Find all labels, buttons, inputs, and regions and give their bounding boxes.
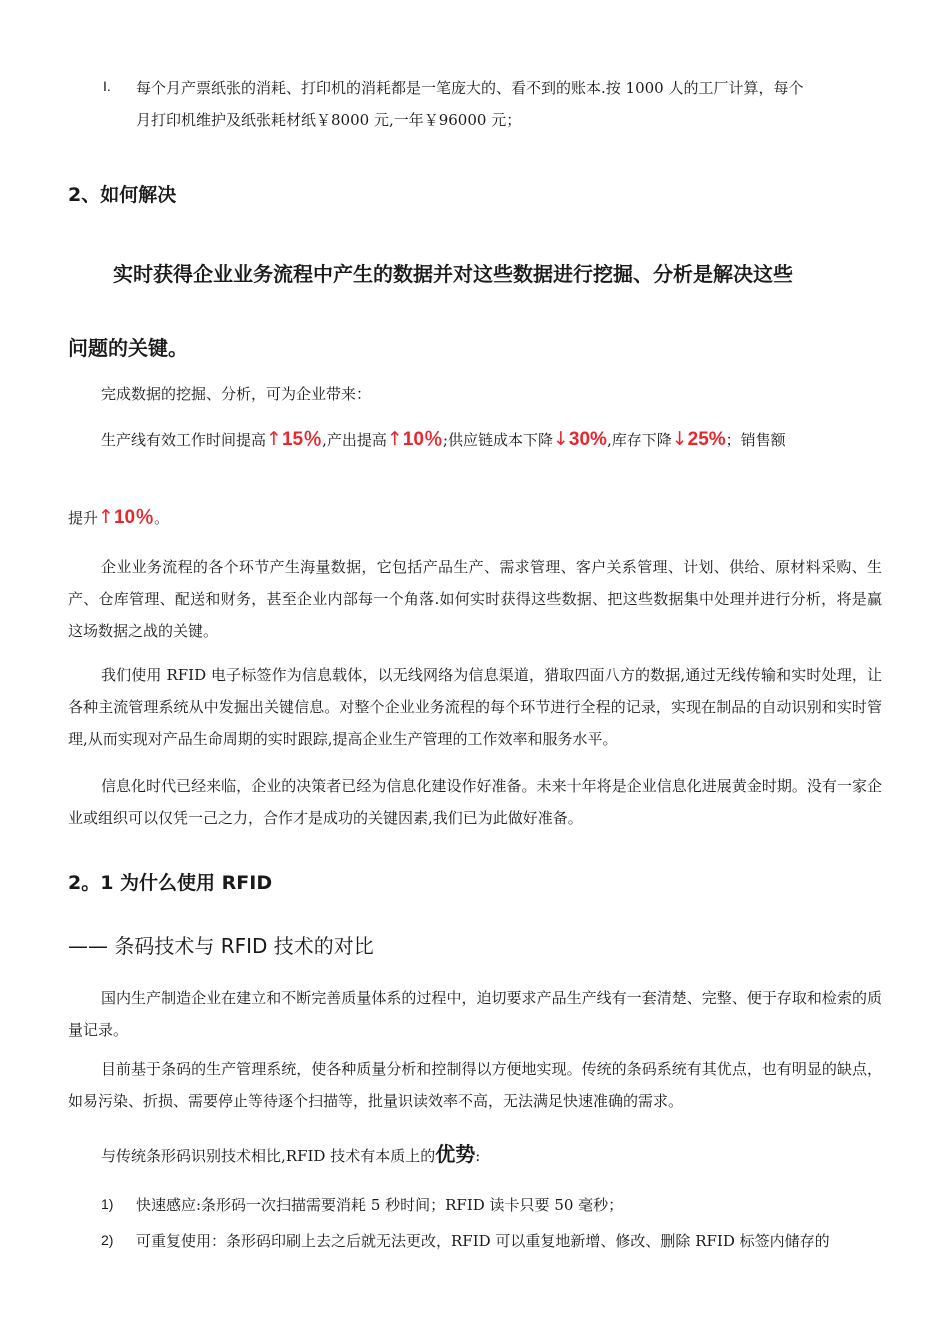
up-arrow-icon: ↑ (386, 428, 403, 450)
benefit-text: ,库存下降 (606, 431, 672, 449)
benefit-text: 提升 (68, 509, 99, 527)
list-item-text: 可重复使用：条形码印刷上去之后就无法更改，RFID 可以重复地新增、修改、删除 RFID 标签内储存的 (136, 1232, 830, 1250)
benefits-intro-text: 完成数据的挖掘、分析，可为企业带来： (101, 385, 372, 403)
paragraph-rfid-usage (68, 659, 882, 755)
section-heading-2-1 (68, 868, 882, 895)
list-item-roman (136, 72, 882, 136)
paragraph-text: 目前基于条码的生产管理系统，使各种质量分析和控制得以方便地实现。传统的条码系统有其优点，也有明显的缺点，如易污染、折损、需要停止等待逐个扫描等，批量识读效率不高，无法满足快速准确的需求。 (68, 1060, 882, 1110)
advantages-intro (101, 1138, 882, 1172)
heading-text: 2、如何解决 (68, 184, 177, 206)
advantages-colon: : (475, 1147, 481, 1165)
benefit-text: 。 (154, 509, 170, 527)
paragraph-text: 我们使用 RFID 电子标签作为信息载体，以无线网络为信息渠道，猎取四面八方的数据,通过无线传输和实时处理，让各种主流管理系统从中发掘出关键信息。对整个企业业务流程的每个环节进行全程的记录，实现在制品的自动识别和实时管理,从而实现对产品生命周期的实时跟踪,提高企业生产管理的工作效率和服务水平。 (68, 666, 882, 748)
advantages-word: 优势 (435, 1142, 476, 1166)
key-statement-line-2 (68, 332, 882, 361)
paragraph-text: 国内生产制造企业在建立和不断完善质量体系的过程中，迫切要求产品生产线有一套清楚、完整、便于存取和检索的质量记录。 (68, 989, 882, 1039)
benefit-text: 生产线有效工作时间提高 (101, 431, 267, 449)
down-arrow-icon: ↓ (552, 428, 569, 450)
benefit-text: ,产出提高 (322, 431, 387, 449)
advantages-intro-text: 与传统条形码识别技术相比,RFID 技术有本质上的 (101, 1147, 436, 1165)
list-item-text: 快速感应:条形码一次扫描需要消耗 5 秒时间；RFID 读卡只要 50 毫秒； (136, 1196, 624, 1214)
down-arrow-icon: ↓ (671, 428, 688, 450)
paragraph-text: 企业业务流程的各个环节产生海量数据，它包括产品生产、需求管理、客户关系管理、计划、供给、原材料采购、生产、仓库管理、配送和财务，甚至企业内部每一个角落.如何实时获得这些数据、把这些数据集中处理并进行分析，将是赢这场数据之战的关键。 (68, 558, 882, 640)
subheading-text: —— 条码技术与 RFID 技术的对比 (68, 934, 374, 958)
benefit-value: 10％ (402, 429, 443, 450)
list-item-2 (136, 1225, 882, 1257)
list-item-line-1: 每个月产票纸张的消耗、打印机的消耗都是一笔庞大的、看不到的账本.按 1000 人的工厂计算，每个 (136, 79, 804, 97)
benefits-intro (101, 378, 882, 410)
list-item-1 (136, 1189, 882, 1221)
paragraph-information-era (68, 770, 882, 834)
list-marker-2: 2) (101, 1232, 114, 1248)
benefit-value: 10％ (113, 507, 155, 528)
benefit-text: ;供应链成本下降 (442, 431, 553, 449)
paragraph-text: 信息化时代已经来临，企业的决策者已经为信息化建设作好准备。未来十年将是企业信息化进展黄金时期。没有一家企业或组织可以仅凭一己之力，合作才是成功的关键因素,我们已为此做好准备。 (68, 777, 882, 827)
key-statement-text-1: 实时获得企业业务流程中产生的数据并对这些数据进行挖掘、分析是解决这些 (113, 262, 793, 286)
benefit-value: 25% (687, 429, 726, 450)
paragraph-business-data (68, 551, 882, 647)
benefits-line-2 (68, 502, 882, 534)
benefits-line-1 (101, 424, 882, 456)
benefit-value: 15％ (281, 429, 323, 450)
section-heading-2 (68, 180, 882, 207)
benefit-value: 30% (568, 429, 607, 450)
list-marker-roman: I. (103, 78, 111, 94)
benefit-text: ；销售额 (725, 431, 786, 449)
subheading-comparison (68, 930, 882, 959)
up-arrow-icon: ↑ (266, 428, 282, 450)
list-item-line-2: 月打印机维护及纸张耗材纸￥8000 元,一年￥96000 元； (136, 111, 522, 129)
heading-text: 2。1 为什么使用 RFID (68, 872, 273, 894)
paragraph-barcode-limits (68, 1053, 882, 1117)
key-statement-line-1 (113, 258, 882, 287)
paragraph-quality-records (68, 982, 882, 1046)
up-arrow-icon: ↑ (98, 506, 114, 528)
key-statement-text-2: 问题的关键。 (68, 336, 188, 360)
list-marker-1: 1) (101, 1196, 114, 1212)
